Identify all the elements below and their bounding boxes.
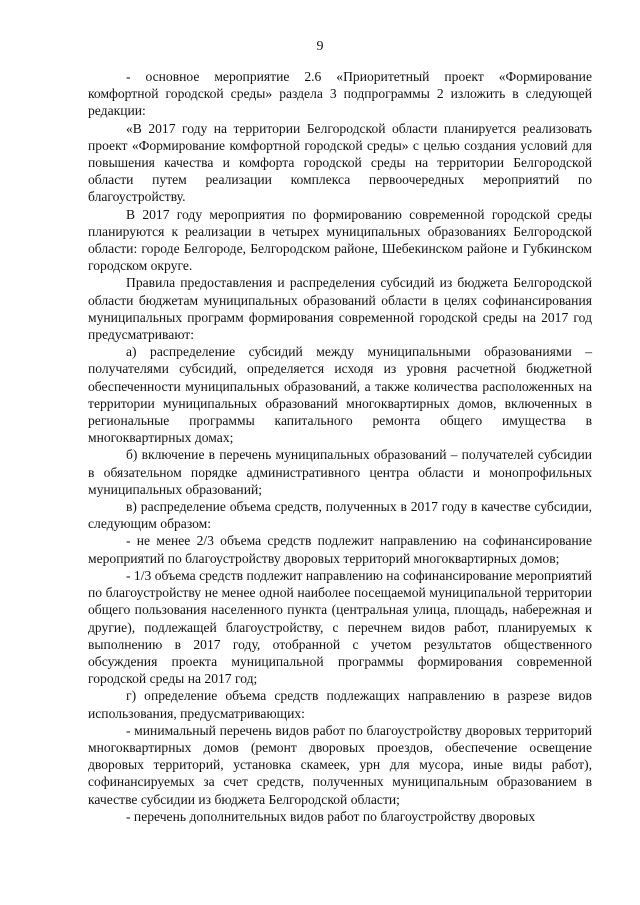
- page-number: 9: [316, 39, 324, 54]
- paragraph-item-a: а) распределение субсидий между муниципальными образованиями – получателями субсидий, определяется исходя из уровня расчетной бюджетной обеспеченности муниципальных образований, а также количества расположенных на территории муниципальных образований многоквартирных домов, включенных в региональные программы капитального ремонта общего имущества в многоквартирных домах;: [88, 344, 592, 446]
- paragraph-item-b: б) включение в перечень муниципальных образований – получателей субсидии в обязательном порядке административного центра области и монопрофильных муниципальных образований;: [88, 447, 592, 497]
- paragraph-bullet-minimal-list: - минимальный перечень видов работ по благоустройству дворовых территорий многоквартирных домов (ремонт дворовых проездов, обеспечение освещение дворовых территорий, установка скамеек, урн для мусора, иные виды работ), софинансируемых за счет средств, полученных муниципальным образованием в качестве субсидии из бюджета Белгородской области;: [88, 722, 592, 807]
- paragraph-item-g: г) определение объема средств подлежащих направлению в разрезе видов использования, предусматривающих:: [88, 688, 592, 721]
- paragraph-bullet-one-third: - 1/3 объема средств подлежит направлению на софинансирование мероприятий по благоустройству не менее одной наиболее посещаемой муниципальной территории общего пользования населенного пункта (центральная улица, площадь, набережная и другие), подлежащей благоустройству, с перечнем видов работ, планируемых к выполнению в 2017 году, отобранной с учетом результатов общественного обсуждения проекта муниципальной программы формирования современной городской среды на 2017 год;: [88, 567, 592, 687]
- paragraph-item-v: в) распределение объема средств, полученных в 2017 году в качестве субсидии, следующим образом:: [88, 499, 592, 532]
- paragraph-municipalities: В 2017 году мероприятия по формированию современной городской среды планируются к реализации в четырех муниципальных образованиях Белгородской области: городе Белгороде, Белгородском районе, Шебекинском районе и Губкинском городском округе.: [88, 206, 592, 274]
- paragraph-intro-bullet: - основное мероприятие 2.6 «Приоритетный проект «Формирование комфортной городской среды» раздела 3 подпрограммы 2 изложить в следующей редакции:: [88, 69, 592, 119]
- paragraph-project-2017: «В 2017 году на территории Белгородской области планируется реализовать проект «Формирование комфортной городской среды» с целью создания условий для повышения качества и комфорта городской среды на территории Белгородской области путем реализации комплекса первоочередных мероприятий по благоустройству.: [88, 120, 592, 205]
- paragraph-bullet-additional-list: - перечень дополнительных видов работ по благоустройству дворовых: [126, 808, 536, 824]
- paragraph-subsidy-rules: Правила предоставления и распределения субсидий из бюджета Белгородской области бюджетам муниципальных образований области в целях софинансирования муниципальных программ формирования современной городской среды на 2017 год предусматривают:: [88, 275, 592, 343]
- paragraph-bullet-two-thirds: - не менее 2/3 объема средств подлежит направлению на софинансирование мероприятий по благоустройству дворовых территорий многоквартирных домов;: [88, 533, 592, 566]
- document-body: [88, 68, 592, 825]
